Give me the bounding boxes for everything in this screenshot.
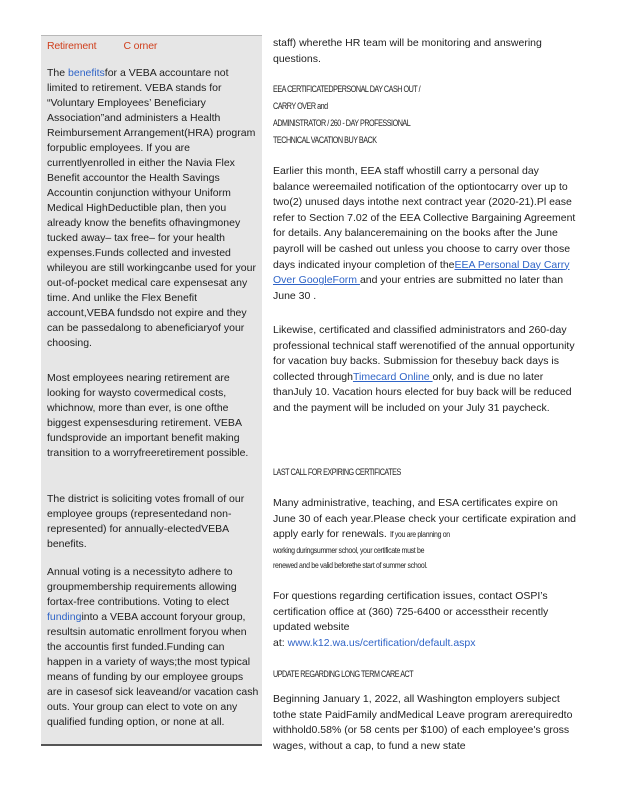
timecard-online-link[interactable]: Timecard Online [352,370,433,383]
p3-line-1: Many administrative, teaching, and ESA certificates expire on June 30 of each year.Please check your certificate expiration and apply early for renewals. [273,497,576,541]
paragraph-long-term-care: Beginning January 1, 2022, all Washington employers subject tothe state PaidFamily andMedical Leave program arerequiredto withhold0.58% (or 58 cents per $100) of each employee's gross wages, without a cap, to fund a new state [273,693,573,752]
intro-paragraph: staff) wherethe HR team will be monitoring and answering questions. [273,37,542,65]
p4-text: For questions regarding certification issues, contact OSPI’s certification office at (360) 725-6400 or accesstheir recently updated website [273,590,549,634]
p1-text-after: and your entries are submitted no later than June 30 . [273,274,564,302]
benefits-link[interactable]: benefits [68,67,105,79]
p4-at-label: at: [273,636,288,649]
funding-link[interactable]: funding [47,611,82,623]
heading-line-3: ADMINISTRATOR / 260 - DAY PROFESSIONAL [273,118,411,128]
google-form-link[interactable]: EEA Personal Day Carry Over GoogleForm [273,258,570,287]
sidebar-paragraph-annual-voting [47,565,259,730]
p3-line-2: working duringsummer school, your certificate must be [273,544,425,555]
p2-text-after: only, and is due no later thanJuly 10. Vacation hours elected for buy back will be reduced and the payment will be included on your July 31 paycheck. [273,370,572,414]
p1-text-after: for a VEBA accountare not limited to retirement. VEBA stands for “Voluntary Employees’ Beneficiary Association”and administers a Health Reimbursement Arrangement(HRA) program forpublic employees. If you are currentlyenrolled in either the Navia Flex Benefit accountor the Health Savings Accountin conjunction withyour Uniform Medical HighDeductible plan, then you already know the benefits ofhavingmoney tucked away– tax free– for your health expenses.Funds collected and invested whileyou are still workingcanbe used for your out-of-pocket medical care expensesat any time. And unlike the Flex Benefit account,VEBA fundsdo not expire and they can be passedalong to abeneficiaryof your choosing. [47,67,256,349]
p1-text-before: Earlier this month, EEA staff whostill carry a personal day balance wereemailed notification of the optiontocarry over up to two(2) unused days intothe next contract year (2020-21).Pl ease refer to Section 7.02 of the EEA Collective Bargaining Agreement for details. Any balanceremaining on the books after the June payroll will be cashed out unless you choose to carry over those days indicated inyour completion of the [273,165,576,271]
p4-text-before: Annual voting is a necessityto adhere to groupmembership requirements allowing fortax-free contributions. Voting to elect [47,566,237,608]
retirement-corner-sidebar [41,35,262,746]
sidebar-paragraph-soliciting-votes: The district is soliciting votes fromall of our employee groups (representedand non-represented) for annually-electedVEBA benefits. [47,493,245,550]
paragraph-expiring-certificates [273,496,578,574]
p3-condensed-start: If you are planning on [389,529,450,540]
heading-long-term-care-act: UPDATE REGARDING LONG TERM CARE ACT [273,669,414,679]
paragraph-ospi-contact [273,589,578,651]
heading-line-1: EEA CERTIFICATEDPERSONAL DAY CASH OUT / [273,84,421,94]
heading-eea-personal-day [273,81,578,149]
p3-line-3: renewed and be valid beforethe start of summer school. [273,560,428,571]
sidebar-paragraph-veba-intro [47,66,259,351]
ospi-certification-link[interactable]: www.k12.wa.us/certification/default.aspx [287,636,476,649]
sidebar-title: Retirement C orner [47,40,158,52]
heading-expiring-certificates: LAST CALL FOR EXPIRING CERTIFICATES [273,467,401,477]
heading-line-2: CARRY OVER and [273,101,328,111]
paragraph-personal-day-carryover [273,164,578,304]
p1-text-before: The [47,67,69,79]
heading-line-4: TECHNICAL VACATION BUY BACK [273,135,377,145]
p4-text-after: into a VEBA account foryour group, resultsin automatic enrollment foryou when the accountis first funded.Funding can happen in a variety of ways;the most typical means of funding by our employee groups are in casesof sick leaveand/or vacation cash outs. Your group can elect to vote on any qualified funding option, or none at all. [47,611,259,728]
p2-text-before: Likewise, certificated and classified administrators and 260-day professional technical staff werenotified of the annual opportunity for vacation buy backs. Submission for thesebuy back days is collected through [273,324,575,383]
paragraph-vacation-buy-back [273,323,578,417]
sidebar-paragraph-retirement-costs: Most employees nearing retirement are looking for waysto covermedical costs, whichnow, more than ever, is one ofthe biggest expensesduring retirement. VEBA fundsprovide an important benefit making transition to a worryfreeretirement possible. [47,372,249,459]
